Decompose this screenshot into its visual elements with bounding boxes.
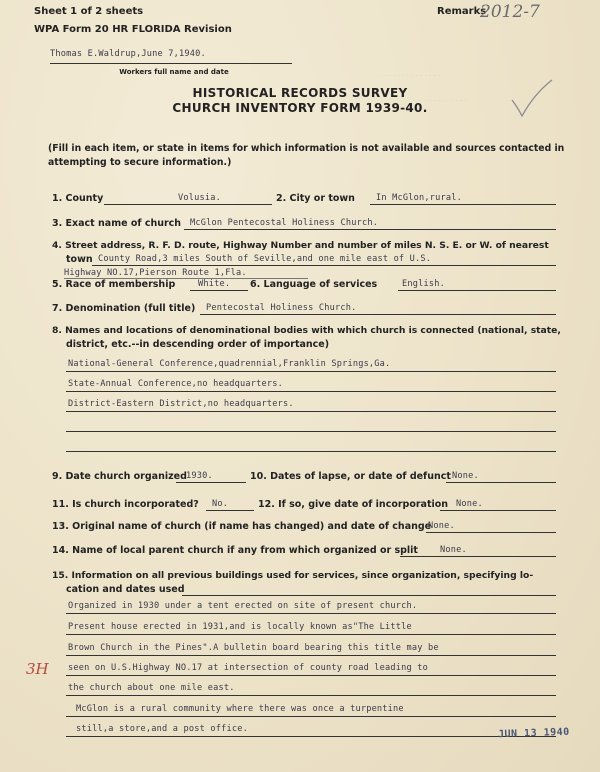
q5-value: White. xyxy=(198,279,231,289)
q15-label-1: 15. Information on all previous buildings used for services, since organization, specifying lo- xyxy=(52,570,534,581)
q10-value: None. xyxy=(452,471,479,481)
q4-value-2: Highway NO.17,Pierson Route 1,Fla. xyxy=(64,268,247,278)
form-id: WPA Form 20 HR FLORIDA Revision xyxy=(34,24,232,35)
sheet-count: Sheet 1 of 2 sheets xyxy=(34,6,144,17)
q9-label: 9. Date church organized xyxy=(52,471,187,482)
q11-label: 11. Is church incorporated? xyxy=(52,499,199,510)
remarks-label: Remarks xyxy=(437,6,487,17)
q6-value: English. xyxy=(402,279,445,289)
worker-name-date: Thomas E.Waldrup,June 7,1940. xyxy=(50,49,206,59)
q7-label: 7. Denomination (full title) xyxy=(52,303,196,314)
q15-line: McGlon is a rural community where there was once a turpentine xyxy=(76,704,404,714)
bleed-through: . . . . . . . . . . . xyxy=(420,95,467,103)
q15-line: Present house erected in 1931,and is locally known as"The Little xyxy=(68,622,412,632)
q15-line: Organized in 1930 under a tent erected on site of present church. xyxy=(68,601,418,611)
q1-label: 1. County xyxy=(52,193,104,204)
q3-label: 3. Exact name of church xyxy=(52,218,182,229)
q8-label-2: district, etc.--in descending order of importance) xyxy=(66,339,330,350)
bleed-through: . . . . . . . . . . . . . . xyxy=(380,70,441,78)
q10-label: 10. Dates of lapse, or date of defunct xyxy=(250,471,451,482)
q15-line: seen on U.S.Highway NO.17 at intersection of county road leading to xyxy=(68,663,429,673)
instructions-line-1: (Fill in each item, or state in items for which information is not available and sources contacted in xyxy=(48,143,565,154)
q13-label: 13. Original name of church (if name has changed) and date of change xyxy=(52,521,432,532)
q11-value: No. xyxy=(212,499,229,509)
remarks-handwriting: 2012-7 xyxy=(480,2,540,22)
q15-line: Brown Church in the Pines".A bulletin board bearing this title may be xyxy=(68,643,439,653)
q13-value: None. xyxy=(428,521,455,531)
received-date-stamp: JUN 13 1940 xyxy=(497,726,570,741)
q15-line: still,a store,and a post office. xyxy=(76,724,248,734)
q8-line: National-General Conference,quadrennial,Franklin Springs,Ga. xyxy=(68,359,391,369)
q12-value: None. xyxy=(456,499,483,509)
title-line-2: CHURCH INVENTORY FORM 1939-40. xyxy=(172,101,428,115)
instructions-line-2: attempting to secure information.) xyxy=(48,157,232,168)
q12-label: 12. If so, give date of incorporation xyxy=(258,499,449,510)
q14-label: 14. Name of local parent church if any from which organized or split xyxy=(52,545,418,556)
q2-value: In McGlon,rural. xyxy=(376,193,462,203)
worker-caption: Workers full name and date xyxy=(119,68,229,76)
q15-line: the church about one mile east. xyxy=(68,683,235,693)
q9-value: 1930. xyxy=(186,471,213,481)
q4-value-1: County Road,3 miles South of Seville,and one mile east of U.S. xyxy=(98,254,432,264)
q8-line: District-Eastern District,no headquarters. xyxy=(68,399,294,409)
q4-label-1: 4. Street address, R. F. D. route, Highway Number and number of miles N. S. E. or W. of nearest xyxy=(52,240,549,251)
title-line-1: HISTORICAL RECORDS SURVEY xyxy=(192,86,408,100)
q2-label: 2. City or town xyxy=(276,193,355,204)
q7-value: Pentecostal Holiness Church. xyxy=(206,303,357,313)
q14-value: None. xyxy=(440,545,467,555)
q15-label-2: cation and dates used xyxy=(66,584,185,595)
q6-label: 6. Language of services xyxy=(250,279,378,290)
q4-label-2: town xyxy=(66,254,93,265)
q8-label-1: 8. Names and locations of denominational bodies with which church is connected (national, state, xyxy=(52,325,561,336)
q8-line: State-Annual Conference,no headquarters. xyxy=(68,379,283,389)
q5-label: 5. Race of membership xyxy=(52,279,176,290)
q3-value: McGlon Pentecostal Holiness Church. xyxy=(190,218,379,228)
margin-note: 3H xyxy=(26,660,49,678)
q1-value: Volusia. xyxy=(178,193,221,203)
